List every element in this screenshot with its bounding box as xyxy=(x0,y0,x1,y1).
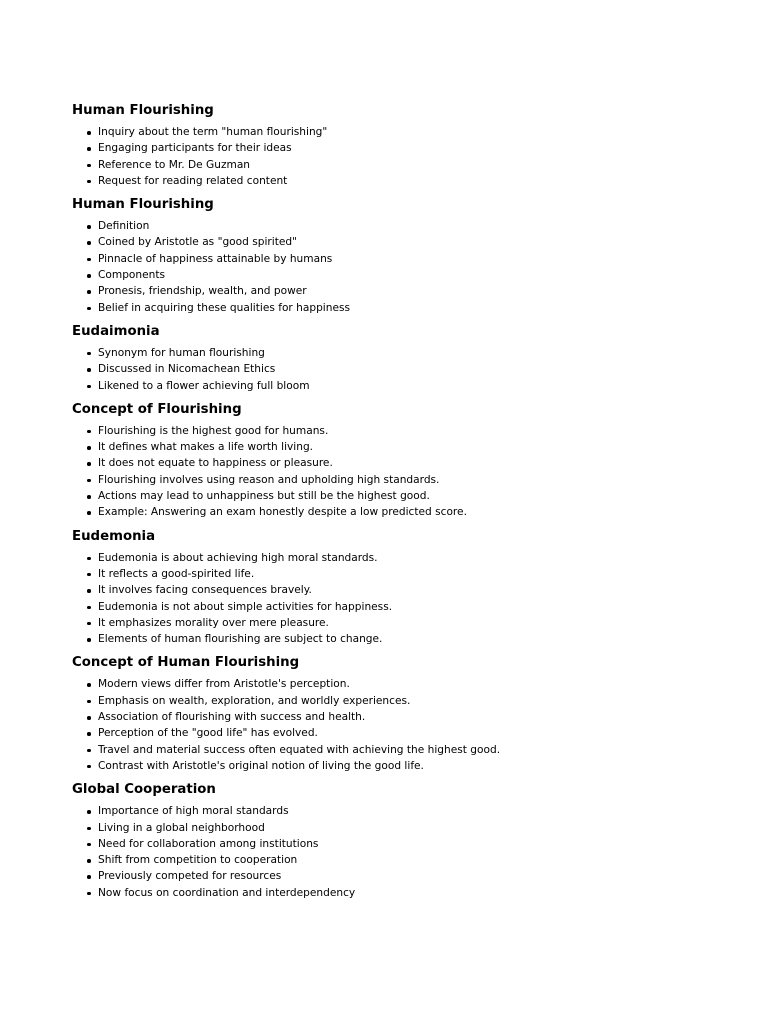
list-item-text: Eudemonia is about achieving high moral standards. xyxy=(98,551,378,564)
list-item-text: Shift from competition to cooperation xyxy=(98,854,298,867)
list-item-text: Eudemonia is not about simple activities for happiness. xyxy=(98,600,393,613)
list-item xyxy=(72,361,768,377)
bullet-icon xyxy=(87,225,91,229)
list-item xyxy=(72,234,768,250)
list-item-text: Living in a global neighborhood xyxy=(98,821,265,834)
bullet-icon xyxy=(87,638,91,642)
bullet-icon xyxy=(87,368,91,372)
bullet-icon xyxy=(87,164,91,168)
list-item xyxy=(72,693,768,709)
section-eudaimonia xyxy=(72,323,768,394)
list-item xyxy=(72,820,768,836)
list-item-text: Request for reading related content xyxy=(98,174,288,187)
bullet-list xyxy=(72,218,768,316)
list-item-text: Modern views differ from Aristotle's perception. xyxy=(98,678,350,691)
list-item-text: Engaging participants for their ideas xyxy=(98,142,292,155)
list-item xyxy=(72,300,768,316)
section-title: Concept of Human Flourishing xyxy=(72,655,300,671)
bullet-icon xyxy=(87,290,91,294)
bullet-icon xyxy=(87,430,91,434)
section-concept-of-flourishing xyxy=(72,401,768,521)
bullet-icon xyxy=(87,241,91,245)
list-item-text: Pronesis, friendship, wealth, and power xyxy=(98,285,307,298)
list-item-text: Pinnacle of happiness attainable by humans xyxy=(98,252,333,265)
bullet-list xyxy=(72,124,768,189)
list-item xyxy=(72,615,768,631)
bullet-list xyxy=(72,803,768,901)
list-item xyxy=(72,868,768,884)
bullet-icon xyxy=(87,258,91,262)
bullet-icon xyxy=(87,479,91,483)
section-title: Human Flourishing xyxy=(72,103,214,118)
bullet-icon xyxy=(87,589,91,593)
bullet-icon xyxy=(87,622,91,626)
list-item xyxy=(72,758,768,774)
list-item-text: Previously competed for resources xyxy=(98,870,282,883)
list-item-text: Definition xyxy=(98,220,150,233)
list-item xyxy=(72,599,768,615)
list-item-text: It defines what makes a life worth living. xyxy=(98,441,314,454)
section-eudemonia xyxy=(72,528,768,648)
list-item xyxy=(72,157,768,173)
section-human-flourishing-definition xyxy=(72,196,768,316)
section-title: Eudemonia xyxy=(72,528,156,544)
bullet-icon xyxy=(87,462,91,466)
list-item xyxy=(72,566,768,582)
section-concept-of-human-flourishing xyxy=(72,654,768,774)
list-item-text: It does not equate to happiness or pleasure. xyxy=(98,457,333,470)
list-item-text: Emphasis on wealth, exploration, and worldly experiences. xyxy=(98,694,411,707)
bullet-icon xyxy=(87,843,91,847)
bullet-icon xyxy=(87,557,91,561)
bullet-icon xyxy=(87,859,91,863)
list-item xyxy=(72,124,768,140)
bullet-icon xyxy=(87,732,91,736)
bullet-icon xyxy=(87,385,91,389)
list-item-text: Example: Answering an exam honestly despite a low predicted score. xyxy=(98,506,467,519)
bullet-icon xyxy=(87,892,91,896)
list-item xyxy=(72,283,768,299)
list-item xyxy=(72,472,768,488)
bullet-icon xyxy=(87,683,91,687)
list-item-text: Now focus on coordination and interdependency xyxy=(98,886,356,899)
list-item xyxy=(72,676,768,692)
bullet-list xyxy=(72,345,768,394)
list-item-text: Likened to a flower achieving full bloom xyxy=(98,379,310,392)
bullet-list xyxy=(72,423,768,521)
bullet-icon xyxy=(87,352,91,356)
bullet-icon xyxy=(87,827,91,831)
bullet-icon xyxy=(87,765,91,769)
list-item-text: It involves facing consequences bravely. xyxy=(98,584,312,597)
list-item-text: Components xyxy=(98,269,166,282)
list-item xyxy=(72,852,768,868)
list-item-text: Reference to Mr. De Guzman xyxy=(98,158,251,171)
list-item-text: It emphasizes morality over mere pleasure. xyxy=(98,616,329,629)
list-item xyxy=(72,251,768,267)
list-item xyxy=(72,423,768,439)
list-item xyxy=(72,378,768,394)
section-title: Human Flourishing xyxy=(72,197,214,213)
list-item-text: Association of flourishing with success and health. xyxy=(98,711,366,724)
list-item-text: Importance of high moral standards xyxy=(98,805,289,818)
list-item-text: Need for collaboration among institutions xyxy=(98,837,319,850)
bullet-icon xyxy=(87,511,91,515)
bullet-icon xyxy=(87,700,91,704)
list-item xyxy=(72,725,768,741)
list-item xyxy=(72,742,768,758)
list-item-text: Flourishing involves using reason and upholding high standards. xyxy=(98,473,440,486)
list-item xyxy=(72,218,768,234)
bullet-icon xyxy=(87,307,91,311)
list-item-text: Travel and material success often equated with achieving the highest good. xyxy=(98,743,501,756)
list-item-text: Perception of the "good life" has evolved. xyxy=(98,727,318,740)
bullet-icon xyxy=(87,446,91,450)
list-item xyxy=(72,885,768,901)
list-item-text: Belief in acquiring these qualities for happiness xyxy=(98,301,351,314)
section-global-cooperation xyxy=(72,781,768,901)
list-item-text: It reflects a good-spirited life. xyxy=(98,567,255,580)
list-item xyxy=(72,631,768,647)
bullet-icon xyxy=(87,749,91,753)
bullet-icon xyxy=(87,573,91,577)
list-item-text: Discussed in Nicomachean Ethics xyxy=(98,363,276,376)
section-title: Concept of Flourishing xyxy=(72,401,242,417)
list-item-text: Synonym for human flourishing xyxy=(98,346,265,359)
list-item xyxy=(72,803,768,819)
list-item xyxy=(72,455,768,471)
bullet-icon xyxy=(87,875,91,879)
section-human-flourishing-intro xyxy=(72,102,768,189)
list-item-text: Elements of human flourishing are subject to change. xyxy=(98,633,383,646)
list-item xyxy=(72,582,768,598)
list-item-text: Contrast with Aristotle's original notion of living the good life. xyxy=(98,759,424,772)
list-item-text: Flourishing is the highest good for humans. xyxy=(98,424,329,437)
bullet-icon xyxy=(87,606,91,610)
list-item xyxy=(72,173,768,189)
list-item xyxy=(72,267,768,283)
bullet-list xyxy=(72,676,768,774)
list-item xyxy=(72,488,768,504)
list-item xyxy=(72,550,768,566)
list-item-text: Inquiry about the term "human flourishing" xyxy=(98,126,328,138)
bullet-icon xyxy=(87,147,91,151)
bullet-icon xyxy=(87,131,91,135)
bullet-icon xyxy=(87,810,91,814)
bullet-icon xyxy=(87,180,91,184)
section-title: Eudaimonia xyxy=(72,323,160,339)
list-item xyxy=(72,140,768,156)
list-item xyxy=(72,439,768,455)
list-item xyxy=(72,836,768,852)
section-title: Global Cooperation xyxy=(72,782,216,798)
bullet-list xyxy=(72,550,768,648)
list-item-text: Coined by Aristotle as "good spirited" xyxy=(98,236,297,249)
list-item xyxy=(72,709,768,725)
list-item xyxy=(72,345,768,361)
list-item-text: Actions may lead to unhappiness but still be the highest good. xyxy=(98,490,430,503)
list-item xyxy=(72,504,768,520)
bullet-icon xyxy=(87,716,91,720)
bullet-icon xyxy=(87,274,91,278)
bullet-icon xyxy=(87,495,91,499)
